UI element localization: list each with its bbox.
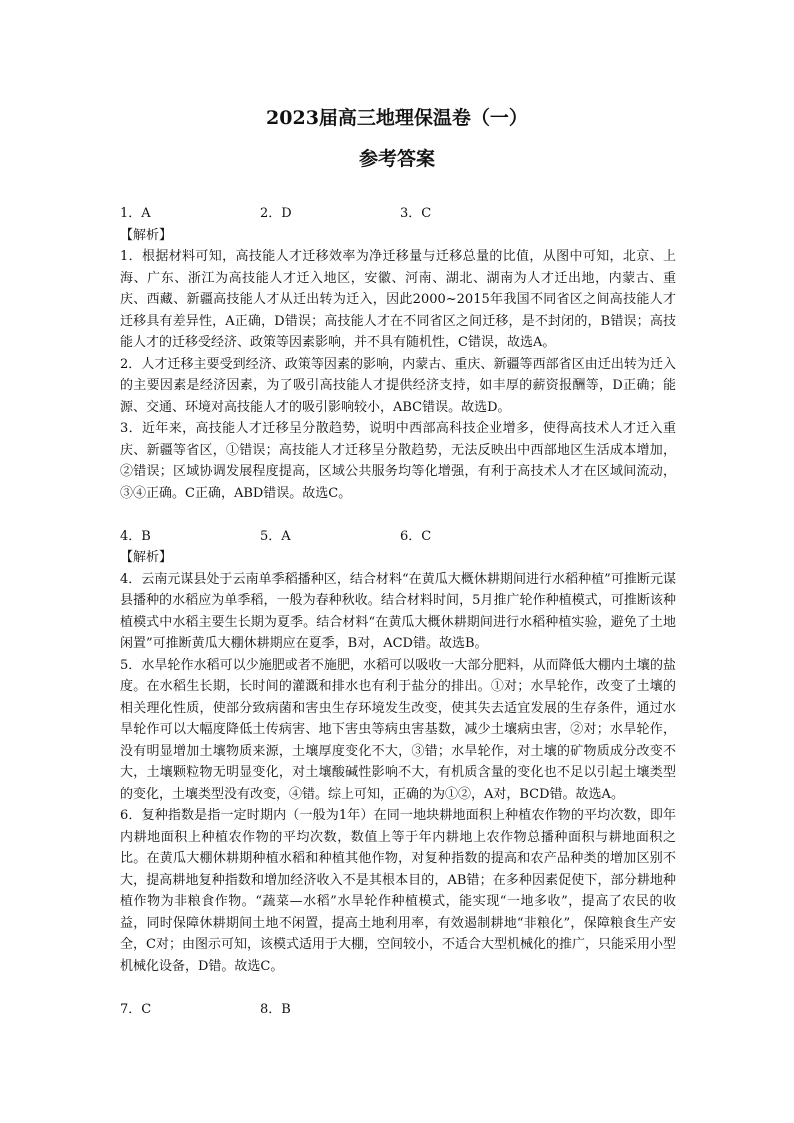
answer-key-row (120, 203, 676, 225)
answer-key: 6．C (400, 528, 432, 544)
analysis-label: 【解析】 (120, 227, 173, 243)
answer-key: 4．B (120, 528, 151, 544)
explanation-paragraph: 6．复种指数是指一定时期内（一般为1年）在同一地块耕地面积上种植农作物的平均次数，即年内耕地面积上种植农作物的平均次数，数值上等于年内耕地上农作物总播种面积与耕地面积之比。在黄瓜大棚休耕期种植水稻和种植其他作物，对复种指数的提高和农产品种类的增加区别不大，提高耕地复种指数和增加经济收入不是其根本目的，AB错；在多种因素促使下，部分耕地种植作物为非粮食作物。“蔬菜—水稻”水旱轮作种植模式，能实现“一地多收”，提高了农民的收益，同时保障休耕期间土地不闲置，提高土地利用率，有效遏制耕地“非粮化”，保障粮食生产安全，C对；由图示可知，该模式适用于大棚，空间较小，不适合大型机械化的推广，只能采用小型机械化设备，D错。故选C。 (120, 808, 676, 974)
explanation-paragraph: 5．水旱轮作水稻可以少施肥或者不施肥，水稻可以吸收一大部分肥料，从而降低大棚内土壤的盐度。在水稻生长期，长时间的灌溉和排水也有利于盐分的排出。①对；水旱轮作，改变了土壤的相关理化性质，使部分致病菌和害虫生存环境发生改变，使其失去适宜发展的生存条件，通过水旱轮作可以大幅度降低土传病害、地下害虫等病虫害基数，减少土壤病虫害，②对；水旱轮作，没有明显增加土壤物质来源，土壤厚度变化不大，③错；水旱轮作，对土壤的矿物质成分改变不大，土壤颗粒物无明显变化，对土壤酸碱性影响不大，有机质含量的变化也不足以引起土壤类型的变化，土壤类型没有改变，④错。综上可知，正确的为①②，A对，BCD错。故选A。 (120, 657, 676, 802)
document-title: 2023届高三地理保温卷（一） (266, 107, 528, 129)
analysis-label: 【解析】 (120, 550, 173, 565)
section-spacer (120, 504, 676, 526)
answer-key: 5．A (260, 528, 291, 544)
section-spacer (120, 977, 676, 999)
answer-content (120, 203, 676, 1020)
answer-key-row (120, 999, 676, 1021)
answer-key: 1．A (120, 206, 151, 221)
answer-key: 7．C (120, 1001, 152, 1017)
document-subtitle: 参考答案 (358, 148, 435, 170)
explanation-paragraph: 3．近年来，高技能人才迁移呈分散趋势，说明中西部高科技企业增多，使得高技术人才迁入重庆、新疆等省区，①错误；高技能人才迁移呈分散趋势，无法反映出中西部地区生活成本增加，②错误；区域协调发展程度提高，区域公共服务均等化增强，有利于高技术人才在区域间流动，③④正确。C正确，ABD错误。故选C。 (120, 421, 676, 501)
explanation-paragraph: 2．人才迁移主要受到经济、政策等因素的影响，内蒙古、重庆、新疆等西部省区由迁出转为迁入的主要因素是经济因素，为了吸引高技能人才提供经济支持，如丰厚的薪资报酬等，D正确；能源、交通、环境对高技能人才的吸引影响较小，ABC错误。故选D。 (120, 356, 676, 415)
answer-key: 2．D (260, 206, 292, 221)
answer-key: 3．C (400, 206, 432, 221)
answer-key-row (120, 526, 676, 548)
answer-key: 8．B (260, 1001, 291, 1017)
explanation-paragraph: 1．根据材料可知，高技能人才迁移效率为净迁移量与迁移总量的比值，从图中可知，北京、上海、广东、浙江为高技能人才迁入地区，安徽、河南、湖北、湖南为人才迁出地，内蒙古、重庆、西藏、新疆高技能人才从迁出转为迁入，因此2000~2015年我国不同省区之间高技能人才迁移具有差异性，A正确，D错误；高技能人才在不同省区之间迁移，是不封闭的，B错误；高技能人才的迁移受经济、政策等因素影响，并不具有随机性，C错误，故选A。 (120, 249, 676, 350)
explanation-paragraph: 4．云南元谋县处于云南单季稻播种区，结合材料“在黄瓜大概休耕期间进行水稻种植”可推断元谋县播种的水稻应为单季稻，一般为春种秋收。结合材料时间，5月推广轮作种植模式，可推断该种植模式中水稻主要生长期为夏季。结合材料“在黄瓜大概休耕期间进行水稻种植实验，避免了土地闲置”可推断黄瓜大棚休耕期应在夏季，B对，ACD错。故选B。 (120, 571, 676, 651)
